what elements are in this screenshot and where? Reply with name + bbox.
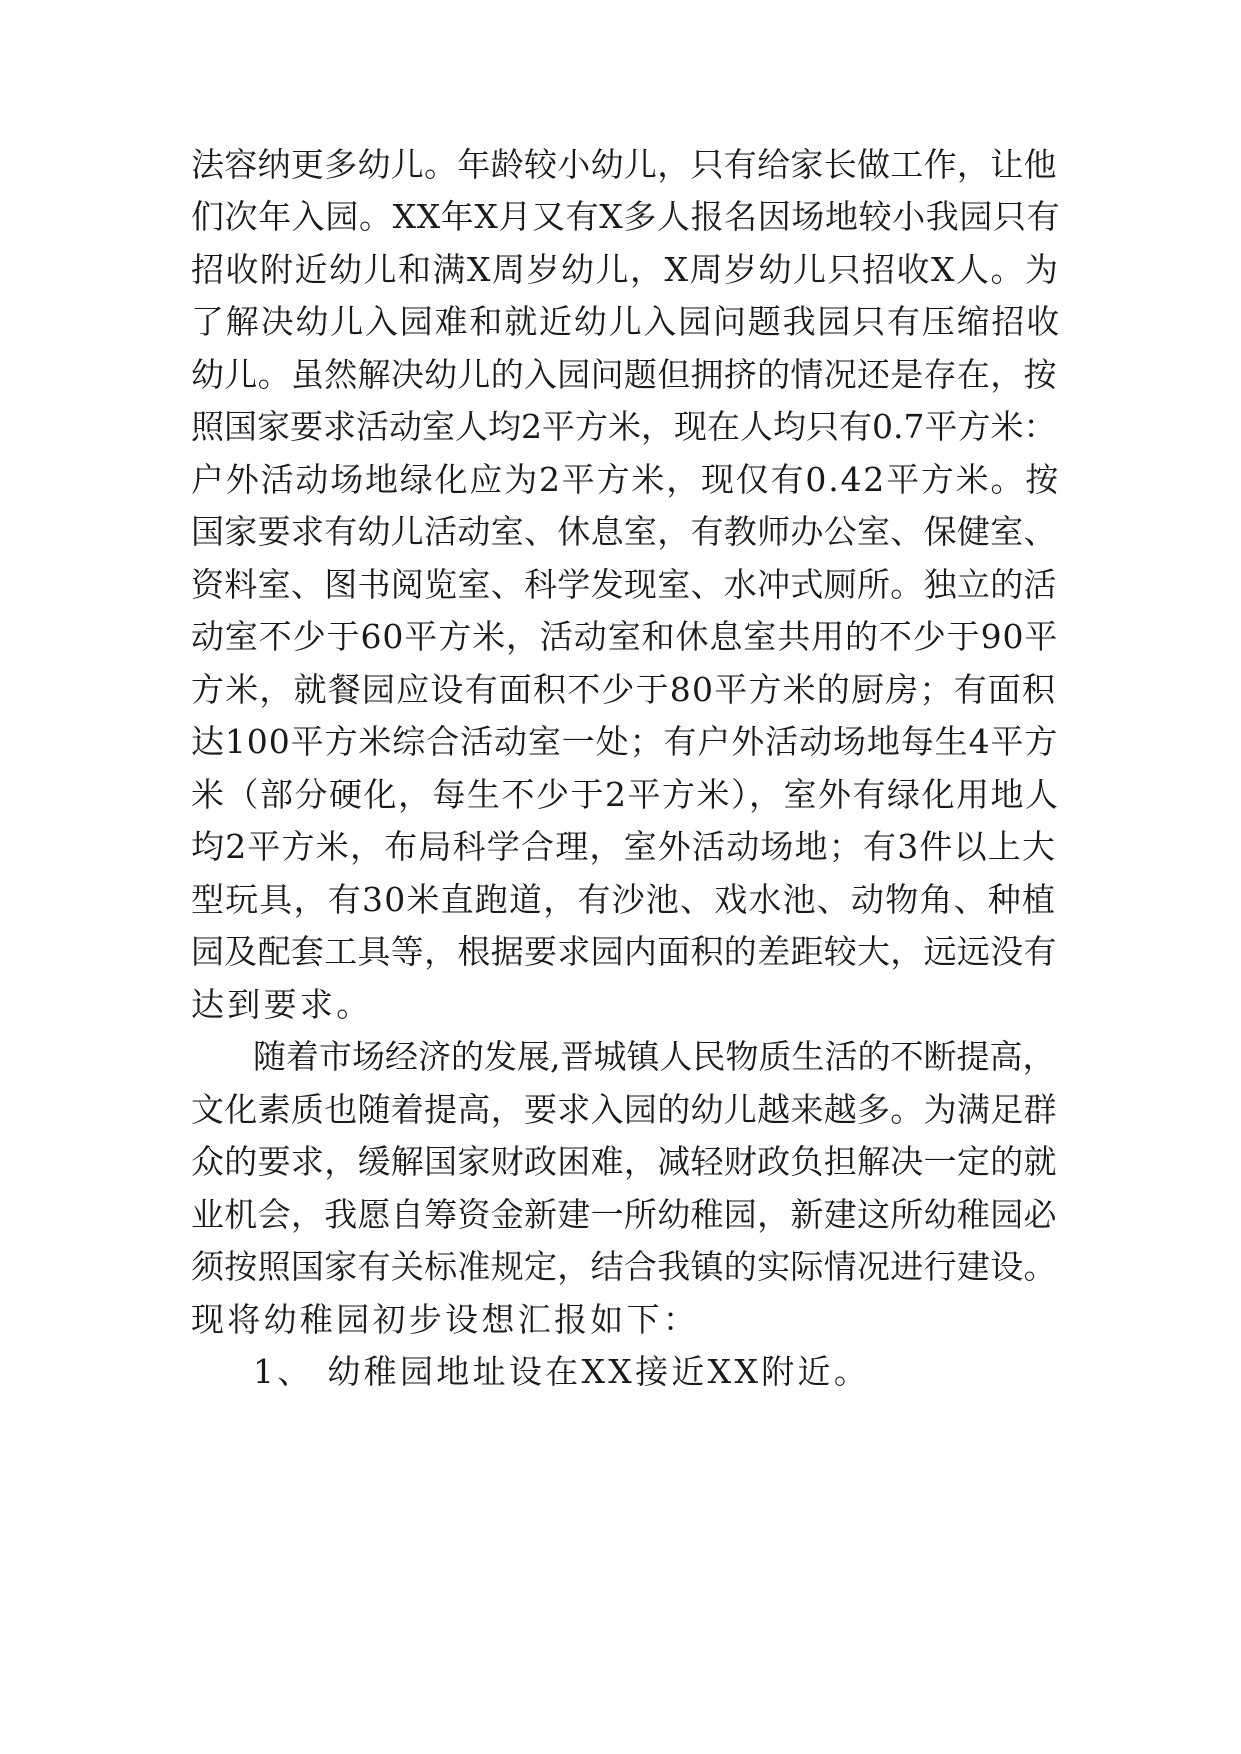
paragraph-line: 国家要求有幼儿活动室、休息室，有教师办公室、保健室、 — [191, 512, 1057, 551]
paragraph-line: 招收附近幼儿和满X周岁幼儿，X周岁幼儿只招收X人。为 — [191, 250, 1060, 289]
paragraph-line: 达到要求。 — [191, 985, 373, 1024]
paragraph-line: 资料室、图书阅览室、科学发现室、水冲式厕所。独立的活 — [191, 565, 1057, 604]
paragraph-line: 园及配套工具等，根据要求园内面积的差距较大，远远没有 — [191, 932, 1057, 971]
paragraph-line: 了解决幼儿入园难和就近幼儿入园问题我园只有压缩招收 — [191, 302, 1061, 341]
paragraph-line: 型玩具，有30米直跑道，有沙池、戏水池、动物角、种植 — [191, 880, 1057, 919]
paragraph-line: 们次年入园。XX年X月又有X多人报名因场地较小我园只有 — [191, 197, 1061, 236]
paragraph-line: 达100平方米综合活动室一处；有户外活动场地每生4平方 — [191, 722, 1059, 761]
paragraph-line: 均2平方米，布局科学合理，室外活动场地；有3件以上大 — [191, 827, 1057, 866]
paragraph-line: 法容纳更多幼儿。年龄较小幼儿，只有给家长做工作，让他 — [191, 145, 1057, 184]
paragraph-line: 业机会，我愿自筹资金新建一所幼稚园，新建这所幼稚园必 — [191, 1195, 1057, 1234]
list-item: 1、 幼稚园地址设在XX接近XX附近。 — [253, 1352, 871, 1391]
paragraph-line: 方米，就餐园应设有面积不少于80平方米的厨房；有面积 — [191, 670, 1057, 709]
paragraph-line: 众的要求，缓解国家财政困难，减轻财政负担解决一定的就 — [191, 1142, 1057, 1181]
paragraph-line: 户外活动场地绿化应为2平方米，现仅有0.42平方米。按 — [191, 460, 1061, 499]
paragraph-line: 米（部分硬化，每生不少于2平方米），室外有绿化用地人 — [191, 775, 1060, 814]
paragraph-line: 幼儿。虽然解决幼儿的入园问题但拥挤的情况还是存在，按 — [191, 355, 1057, 394]
paragraph-line: 现将幼稚园初步设想汇报如下： — [191, 1300, 700, 1339]
paragraph-line: 动室不少于60平方米，活动室和休息室共用的不少于90平 — [191, 617, 1059, 656]
paragraph-line: 文化素质也随着提高，要求入园的幼儿越来越多。为满足群 — [191, 1090, 1057, 1129]
paragraph-line: 随着市场经济的发展,晋城镇人民物质生活的不断提高， — [253, 1037, 1056, 1076]
paragraph-line: 照国家要求活动室人均2平方米，现在人均只有0.7平方米： — [191, 407, 1057, 446]
paragraph-line: 须按照国家有关标准规定，结合我镇的实际情况进行建设。 — [191, 1247, 1057, 1286]
